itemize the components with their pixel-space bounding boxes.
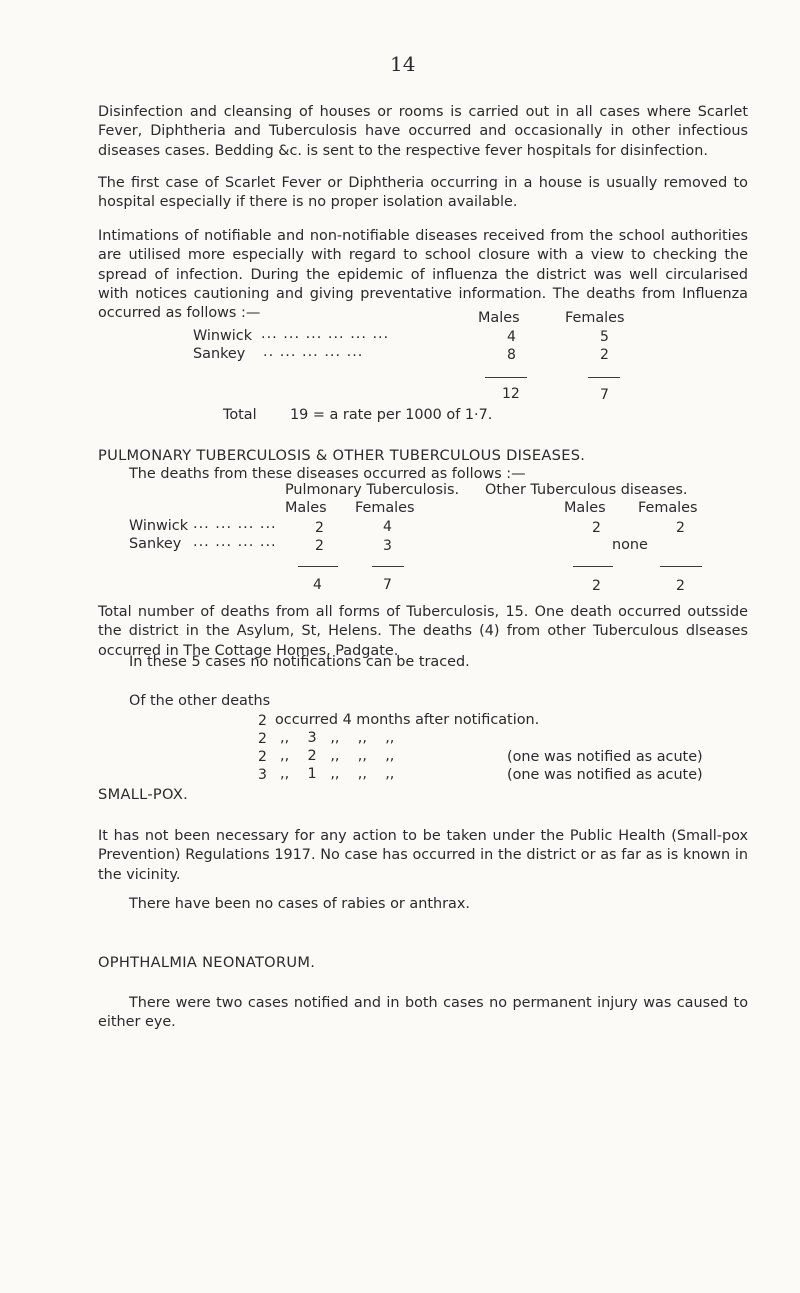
influenza-row-district: Winwick — [193, 328, 253, 344]
tb-rule-other-males — [573, 566, 613, 567]
notif-count: 3 — [258, 767, 267, 783]
influenza-total-males: 12 — [502, 386, 520, 402]
tb-traced: In these 5 cases no notifications can be traced. — [129, 654, 470, 670]
smallpox-rabies: There have been no cases of rabies or anthrax. — [129, 896, 470, 912]
notif-note: (one was notified as acute) — [507, 749, 703, 765]
influenza-row-dots: .. ... ... ... ... — [263, 344, 364, 360]
smallpox-paragraph: It has not been necessary for any action to be taken under the Public Health (Small-pox Prevention) Regulations 1917. No case has occurred in the district or as far as is known in the vicinity. — [98, 828, 748, 883]
tb-total-other-females: 2 — [676, 578, 685, 594]
influenza-total-label: Total — [223, 407, 257, 423]
influenza-total-rule-males — [485, 377, 527, 378]
tb-col-males: Males — [285, 500, 327, 516]
influenza-row-males: 4 — [507, 329, 516, 345]
notif-count: 2 — [258, 731, 267, 747]
tb-total-pulmonary-males: 4 — [313, 577, 322, 593]
tb-col-females-other: Females — [638, 500, 698, 516]
tb-heading: PULMONARY TUBERCULOSIS & OTHER TUBERCULOUS DISEASES. — [98, 447, 586, 464]
tb-row-dots: ... ... ... ... — [193, 534, 277, 550]
notif-note: (one was notified as acute) — [507, 767, 703, 783]
influenza-row-dots: ... ... ... ... ... ... — [261, 326, 390, 342]
notif-text: ,, 3 ,, ,, ,, — [280, 730, 395, 746]
influenza-row-district: Sankey — [193, 346, 246, 362]
tb-intro: The deaths from these diseases occurred as follows :— — [129, 466, 526, 482]
tb-total-other-males: 2 — [592, 578, 601, 594]
tb-group-pulmonary: Pulmonary Tuberculosis. — [285, 482, 460, 498]
influenza-col-males: Males — [478, 310, 520, 326]
smallpox-heading: SMALL-POX. — [98, 786, 189, 803]
tb-row-pulmonary-females: 4 — [383, 519, 392, 535]
tb-paragraph: Total number of deaths from all forms of Tuberculosis, 15. One death occurred outsside the district in the Asylum, St, Helens. The deaths (4) from other Tuberculous dlseases occurred in The Cottage Homes, Padgate. — [98, 604, 748, 659]
tb-total-pulmonary-females: 7 — [383, 577, 392, 593]
ophthalmia-paragraph: There were two cases notified and in both cases no permanent injury was caused to either eye. — [98, 995, 748, 1031]
tb-rule-pulmonary-females — [372, 566, 404, 567]
tb-row-district: Sankey — [129, 536, 182, 552]
influenza-total-line: 19 = a rate per 1000 of 1·7. — [290, 407, 493, 423]
tb-row-other-females: 2 — [676, 520, 685, 536]
paragraph-intimations: Intimations of notifiable and non-notifiable diseases received from the school authorities are utilised more especially with regard to school closure with a view to checking the spread of infection. During the epidemic of influenza the district was well circularised with notices cautioning and giving preventative information. The deaths from Influenza occurred as follows :— — [98, 228, 748, 322]
tb-other-deaths-label: Of the other deaths — [129, 693, 271, 709]
paragraph-first-case: The first case of Scarlet Fever or Diphtheria occurring in a house is usually removed to hospital especially if there is no proper isolation available. — [98, 175, 748, 211]
tb-col-males-other: Males — [564, 500, 606, 516]
tb-col-females: Females — [355, 500, 415, 516]
tb-row-district: Winwick — [129, 518, 189, 534]
notif-count: 2 — [258, 713, 267, 729]
influenza-row-females: 5 — [600, 329, 609, 345]
notif-text: ,, 2 ,, ,, ,, — [280, 748, 395, 764]
page-number: 14 — [390, 52, 416, 76]
tb-rule-other-females — [660, 566, 702, 567]
tb-row-other-males: 2 — [592, 520, 601, 536]
notif-text: ,, 1 ,, ,, ,, — [280, 766, 395, 782]
tb-rule-pulmonary-males — [298, 566, 338, 567]
tb-row-dots: ... ... ... ... — [193, 516, 277, 532]
paragraph-disinfection: Disinfection and cleansing of houses or rooms is carried out in all cases where Scarlet Fever, Diphtheria and Tuberculosis have occurred and occasionally in other infectious diseases cases. Bedding &c. is sent to the respective fever hospitals for disinfection. — [98, 104, 748, 159]
influenza-row-females: 2 — [600, 347, 609, 363]
notif-count: 2 — [258, 749, 267, 765]
influenza-total-females: 7 — [600, 387, 609, 403]
tb-row-pulmonary-males: 2 — [315, 520, 324, 536]
ophthalmia-heading: OPHTHALMIA NEONATORUM. — [98, 954, 316, 971]
tb-row-pulmonary-females: 3 — [383, 538, 392, 554]
influenza-total-rule-females — [588, 377, 620, 378]
tb-row-other-none: none — [612, 537, 648, 553]
tb-group-other: Other Tuberculous diseases. — [485, 482, 688, 498]
influenza-row-males: 8 — [507, 347, 516, 363]
tb-row-pulmonary-males: 2 — [315, 538, 324, 554]
influenza-col-females: Females — [565, 310, 625, 326]
notif-text: occurred 4 months after notification. — [275, 712, 540, 728]
